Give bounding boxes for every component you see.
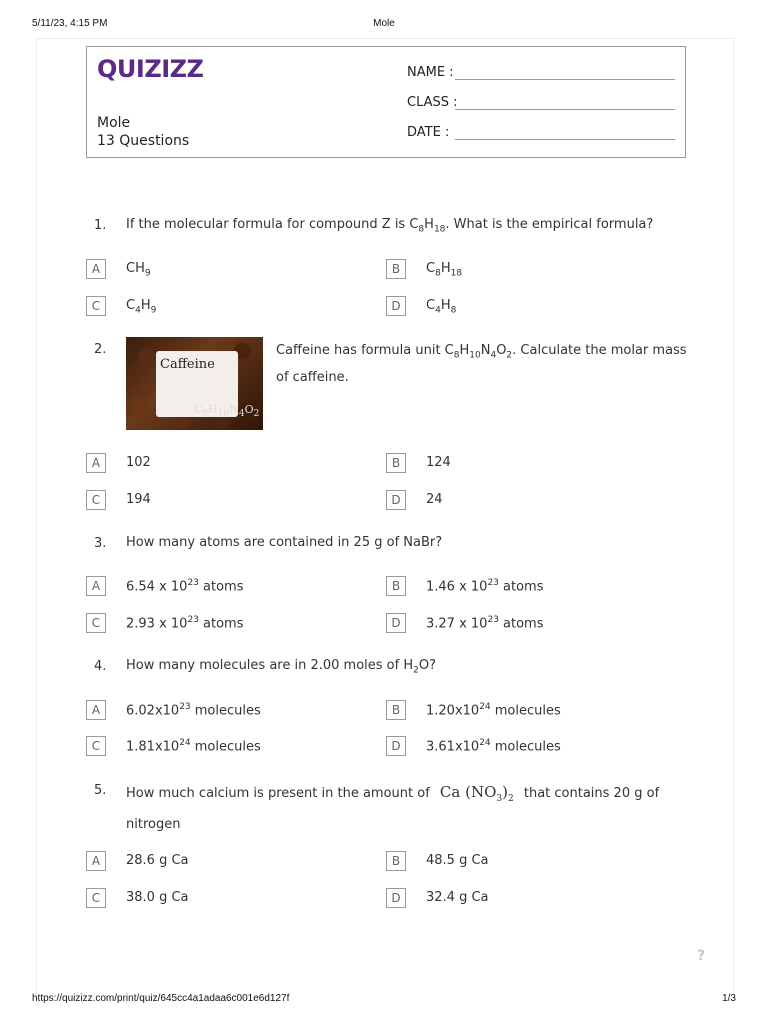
question-text: How many molecules are in 2.00 moles of $H_2O$? xyxy=(126,658,436,676)
name-field xyxy=(407,65,454,80)
option-d-box[interactable]: D xyxy=(386,296,406,316)
quiz-title: Mole xyxy=(97,115,131,131)
option-a-text: 102 xyxy=(126,455,151,470)
quizizz-logo: QUIZIZZ xyxy=(97,55,204,83)
option-c-text: 2.93 x $10^{23}$ atoms xyxy=(126,615,244,632)
option-c-text: 194 xyxy=(126,492,151,507)
option-d-box[interactable]: D xyxy=(386,613,406,633)
option-a-text: 28.6 g Ca xyxy=(126,853,189,868)
calcium-nitrate-formula: Ca $(NO_3)_2$ xyxy=(439,783,514,804)
option-d-text: 32.4 g Ca xyxy=(426,890,489,905)
caffeine-image xyxy=(126,337,263,430)
option-a-text: 6.54 x $10^{23}$ atoms xyxy=(126,578,244,595)
print-header xyxy=(0,18,768,32)
page-frame xyxy=(36,38,734,995)
option-c-text: 38.0 g Ca xyxy=(126,890,189,905)
date-field xyxy=(407,125,449,140)
option-c-box[interactable]: C xyxy=(86,736,106,756)
class-field xyxy=(407,95,458,110)
question-number: 1. xyxy=(94,218,107,233)
option-c-box[interactable]: C xyxy=(86,888,106,908)
option-d-text: $C_4H_8$ xyxy=(426,298,457,316)
option-c-text: $1.81x10^{24}$ molecules xyxy=(126,738,261,755)
print-datetime: 5/11/23, 4:15 PM xyxy=(32,18,108,29)
option-d-box[interactable]: D xyxy=(386,888,406,908)
print-page-number: 1/3 xyxy=(722,993,736,1004)
option-a-box[interactable]: A xyxy=(86,851,106,871)
option-a-text: $CH_9$ xyxy=(126,261,151,279)
date-label: DATE : xyxy=(407,125,450,140)
option-b-box[interactable]: B xyxy=(386,259,406,279)
question-text xyxy=(126,779,659,838)
option-b-text: 48.5 g Ca xyxy=(426,853,489,868)
option-a-text: $6.02x10^{23}$ molecules xyxy=(126,702,261,719)
option-c-box[interactable]: C xyxy=(86,490,106,510)
option-a-box[interactable]: A xyxy=(86,576,106,596)
question-text xyxy=(276,340,687,388)
print-title: Mole xyxy=(373,18,395,29)
help-icon[interactable]: ? xyxy=(697,948,706,964)
question-number: 2. xyxy=(94,342,107,357)
option-b-box[interactable]: B xyxy=(386,700,406,720)
question-number: 4. xyxy=(94,659,107,674)
name-label: NAME : xyxy=(407,65,454,80)
question-text-line-2: nitrogen xyxy=(126,817,181,832)
question-number: 3. xyxy=(94,536,107,551)
option-d-box[interactable]: D xyxy=(386,490,406,510)
caffeine-word: Caffeine xyxy=(160,357,215,372)
option-c-box[interactable]: C xyxy=(86,296,106,316)
option-b-box[interactable]: B xyxy=(386,851,406,871)
option-a-box[interactable]: A xyxy=(86,259,106,279)
option-b-box[interactable]: B xyxy=(386,576,406,596)
class-label: CLASS : xyxy=(407,95,458,110)
question-text: How many atoms are contained in 25 g of NaBr? xyxy=(126,535,443,550)
option-b-text: $1.20x10^{24}$ molecules xyxy=(426,702,561,719)
option-d-box[interactable]: D xyxy=(386,736,406,756)
quiz-header-box xyxy=(86,46,686,158)
option-c-box[interactable]: C xyxy=(86,613,106,633)
caffeine-formula: $C_8H_{10}N_4O_2$ xyxy=(194,403,260,420)
print-url: https://quizizz.com/print/quiz/645cc4a1adaa6c001e6d127f xyxy=(32,993,290,1004)
question-number: 5. xyxy=(94,783,107,798)
option-b-text: $C_8H_{18}$ xyxy=(426,261,463,279)
option-b-box[interactable]: B xyxy=(386,453,406,473)
class-line xyxy=(455,109,675,110)
question-count: 13 Questions xyxy=(97,133,190,149)
question-text-line-2: of caffeine. xyxy=(276,369,349,385)
option-b-text: 124 xyxy=(426,455,451,470)
question-text: If the molecular formula for compound Z is $C_8H_{18}$. What is the empirical formula? xyxy=(126,217,654,235)
question-text-line-1: How much calcium is present in the amount of Ca $(NO_3)_2$ that contains 20 g of xyxy=(126,783,660,804)
option-c-text: $C_4H_9$ xyxy=(126,298,157,316)
date-line xyxy=(455,139,675,140)
option-d-text: 3.27 x $10^{23}$ atoms xyxy=(426,615,544,632)
option-a-box[interactable]: A xyxy=(86,700,106,720)
name-line xyxy=(455,79,675,80)
option-d-text: $3.61x10^{24}$ molecules xyxy=(426,738,561,755)
question-text-line-1: Caffeine has formula unit $C_8H_{10}N_4O_2$. Calculate the molar mass xyxy=(276,343,687,361)
option-a-box[interactable]: A xyxy=(86,453,106,473)
option-d-text: 24 xyxy=(426,492,443,507)
print-footer xyxy=(0,993,768,1007)
option-b-text: 1.46 x $10^{23}$ atoms xyxy=(426,578,544,595)
